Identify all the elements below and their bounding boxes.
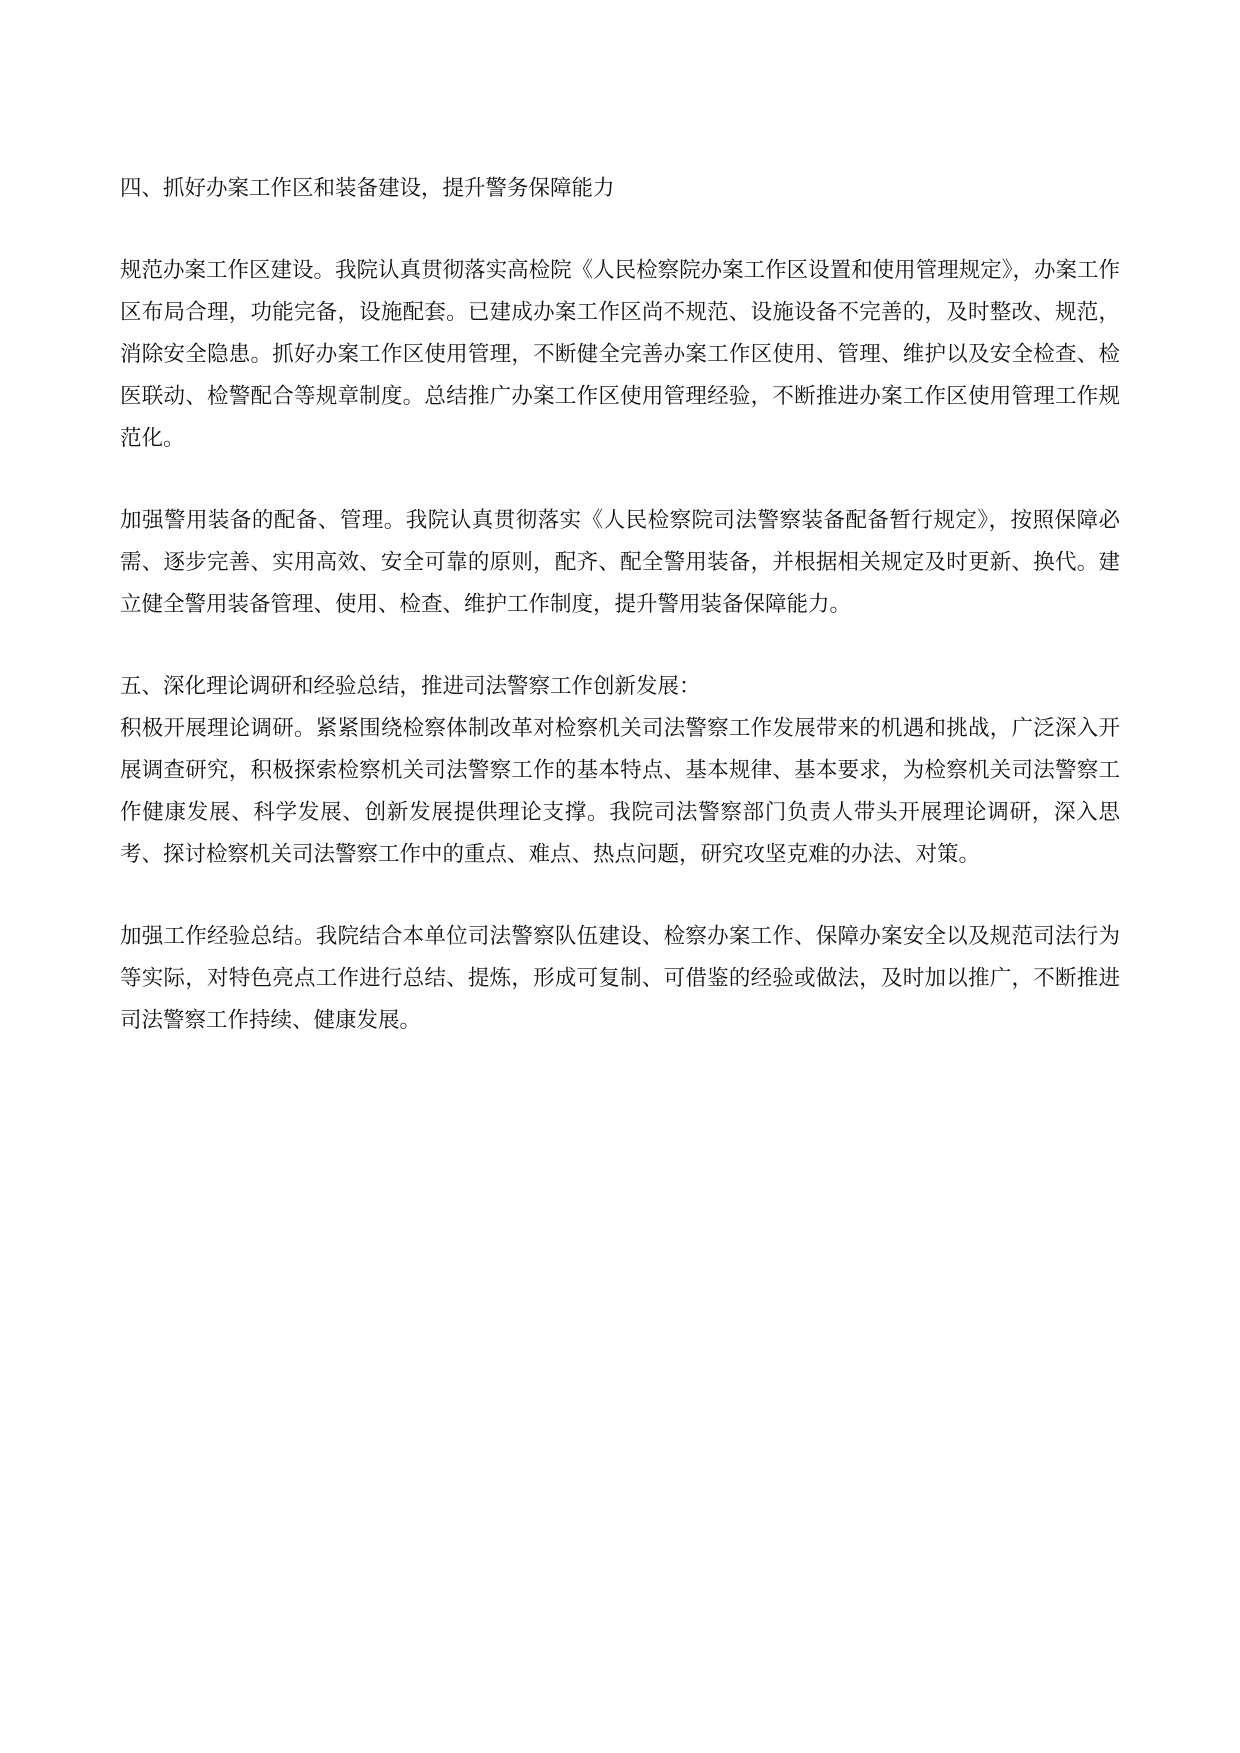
section-5-paragraph-1: 积极开展理论调研。紧紧围绕检察体制改革对检察机关司法警察工作发展带来的机遇和挑战，广泛深入开展调查研究，积极探索检察机关司法警察工作的基本特点、基本规律、基本要求，为检察机关司法警察工作健康发展、科学发展、创新发展提供理论支撑。我院司法警察部门负责人带头开展理论调研，深入思考、探讨检察机关司法警察工作中的重点、难点、热点问题，研究攻坚克难的办法、对策。 [120,716,1120,867]
section-5-heading: 五、深化理论调研和经验总结，推进司法警察工作创新发展： [120,674,701,699]
document-body [120,168,1120,1042]
section-4-paragraph-2: 加强警用装备的配备、管理。我院认真贯彻落实《人民检察院司法警察装备配备暂行规定》，按照保障必需、逐步完善、实用高效、安全可靠的原则，配齐、配全警用装备，并根据相关规定及时更新、换代。建立健全警用装备管理、使用、检查、维护工作制度，提升警用装备保障能力。 [120,508,1120,617]
section-4-paragraph-1: 规范办案工作区建设。我院认真贯彻落实高检院《人民检察院办案工作区设置和使用管理规定》，办案工作区布局合理，功能完备，设施配套。已建成办案工作区尚不规范、设施设备不完善的，及时整改、规范，消除安全隐患。抓好办案工作区使用管理，不断健全完善办案工作区使用、管理、维护以及安全检查、检医联动、检警配合等规章制度。总结推广办案工作区使用管理经验，不断推进办案工作区使用管理工作规范化。 [120,258,1120,451]
section-5-paragraph-2: 加强工作经验总结。我院结合本单位司法警察队伍建设、检察办案工作、保障办案安全以及规范司法行为等实际，对特色亮点工作进行总结、提炼，形成可复制、可借鉴的经验或做法，及时加以推广，不断推进司法警察工作持续、健康发展。 [120,924,1120,1033]
section-4-heading: 四、抓好办案工作区和装备建设，提升警务保障能力 [120,176,615,201]
